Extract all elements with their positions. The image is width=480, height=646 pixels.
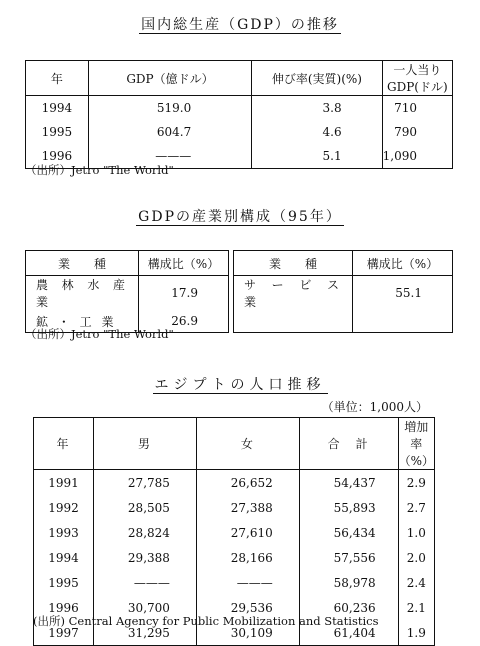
column-header: 伸び率(実質)(%) (252, 61, 382, 96)
table-cell: 30,109 (196, 620, 299, 646)
column-header: 年 (34, 418, 94, 470)
table-cell: 1995 (41, 125, 73, 139)
table-cell: 2.4 (398, 570, 434, 595)
table-cell: 1997 (48, 625, 79, 640)
table-row (34, 570, 435, 595)
table-cell: 1991 (48, 475, 79, 490)
column-header: 構成比（%） (353, 251, 453, 276)
table-row (26, 96, 453, 121)
industry-source: （出所）Jetro "The World" (25, 327, 174, 341)
table-cell: 28,166 (196, 545, 299, 570)
table-header-row (234, 251, 453, 276)
column-header: 年 (26, 61, 89, 96)
table-cell: 519.0 (88, 96, 251, 121)
table-cell: 27,785 (94, 470, 197, 496)
table-header-row (26, 251, 229, 276)
table-cell: 17.9 (139, 276, 229, 311)
column-header: 業 種 (234, 251, 353, 276)
table-row (26, 276, 229, 311)
gdp-title: 国内総生産（GDP）の推移 (141, 17, 339, 33)
table-cell: 28,505 (94, 495, 197, 520)
table-cell: 31,295 (94, 620, 197, 646)
table-cell: 4.6 (252, 120, 382, 144)
column-header: GDP（億ドル） (88, 61, 251, 96)
table-cell: 61,404 (299, 620, 398, 646)
table-cell: 55.1 (353, 276, 453, 311)
table-cell: 1996 (41, 149, 73, 163)
population-unit: （単位：1,000人） (321, 400, 428, 414)
table-cell: 27,610 (196, 520, 299, 545)
table-cell: 56,434 (299, 520, 398, 545)
table-cell: 2.1 (398, 595, 434, 620)
column-header: 増加率（%） (398, 418, 434, 470)
table-cell: 60,236 (299, 595, 398, 620)
table-row (234, 276, 453, 311)
table-cell: 3.8 (252, 96, 382, 121)
column-header: 構成比（%） (139, 251, 229, 276)
table-cell: 1,090 (382, 144, 452, 169)
population-table (33, 417, 435, 646)
table-cell: 29,388 (94, 545, 197, 570)
table-cell: 30,700 (94, 595, 197, 620)
table-cell: 5.1 (252, 144, 382, 169)
table-header-row (26, 61, 453, 96)
column-header: 一人当りGDP(ドル) (382, 61, 452, 96)
table-row (26, 120, 453, 144)
table-cell: サ ー ビ ス 業 (244, 278, 342, 309)
table-cell: 28,824 (94, 520, 197, 545)
table-cell: ——— (196, 570, 299, 595)
table-cell: 1992 (48, 500, 79, 515)
table-cell (234, 310, 353, 333)
column-header: 男 (94, 418, 197, 470)
table-row (34, 495, 435, 520)
table-header-row (34, 418, 435, 470)
table-cell: 1.9 (398, 620, 434, 646)
table-cell: 1.0 (398, 520, 434, 545)
table-cell: 2.0 (398, 545, 434, 570)
industry-table-left (25, 250, 229, 333)
table-cell: 2.7 (398, 495, 434, 520)
table-cell: 27,388 (196, 495, 299, 520)
table-cell: 鉱 ・ 工 業 (36, 314, 117, 329)
column-header: 業 種 (26, 251, 139, 276)
table-cell: ——— (88, 144, 251, 169)
table-row (34, 545, 435, 570)
column-header: 合 計 (299, 418, 398, 470)
table-cell (353, 310, 453, 333)
table-row (34, 470, 435, 496)
table-cell: 1995 (48, 575, 79, 590)
table-cell: 1994 (41, 101, 73, 115)
table-cell: 604.7 (88, 120, 251, 144)
industry-table-right (233, 250, 453, 333)
table-cell: 26,652 (196, 470, 299, 496)
table-cell: 1993 (48, 525, 79, 540)
table-cell: 710 (382, 96, 452, 121)
table-cell: 790 (382, 120, 452, 144)
table-cell: 54,437 (299, 470, 398, 496)
gdp-table (25, 60, 453, 169)
table-row (234, 310, 453, 333)
table-cell: 29,536 (196, 595, 299, 620)
industry-title: GDPの産業別構成（95年） (138, 209, 342, 225)
table-cell: ——— (94, 570, 197, 595)
table-row (34, 520, 435, 545)
table-cell: 58,978 (299, 570, 398, 595)
table-cell: 57,556 (299, 545, 398, 570)
population-title: エジプトの人口推移 (154, 377, 326, 393)
gdp-source: （出所）Jetro "The World" (25, 163, 174, 177)
population-source: (出所) Central Agency for Public Mobilization and Statistics (33, 614, 379, 628)
table-cell: 農 林 水 産 業 (36, 278, 128, 309)
table-cell: 26.9 (139, 310, 229, 333)
table-cell: 1996 (48, 600, 79, 615)
table-cell: 55,893 (299, 495, 398, 520)
column-header: 女 (196, 418, 299, 470)
table-cell: 1994 (48, 550, 79, 565)
table-cell: 2.9 (398, 470, 434, 496)
